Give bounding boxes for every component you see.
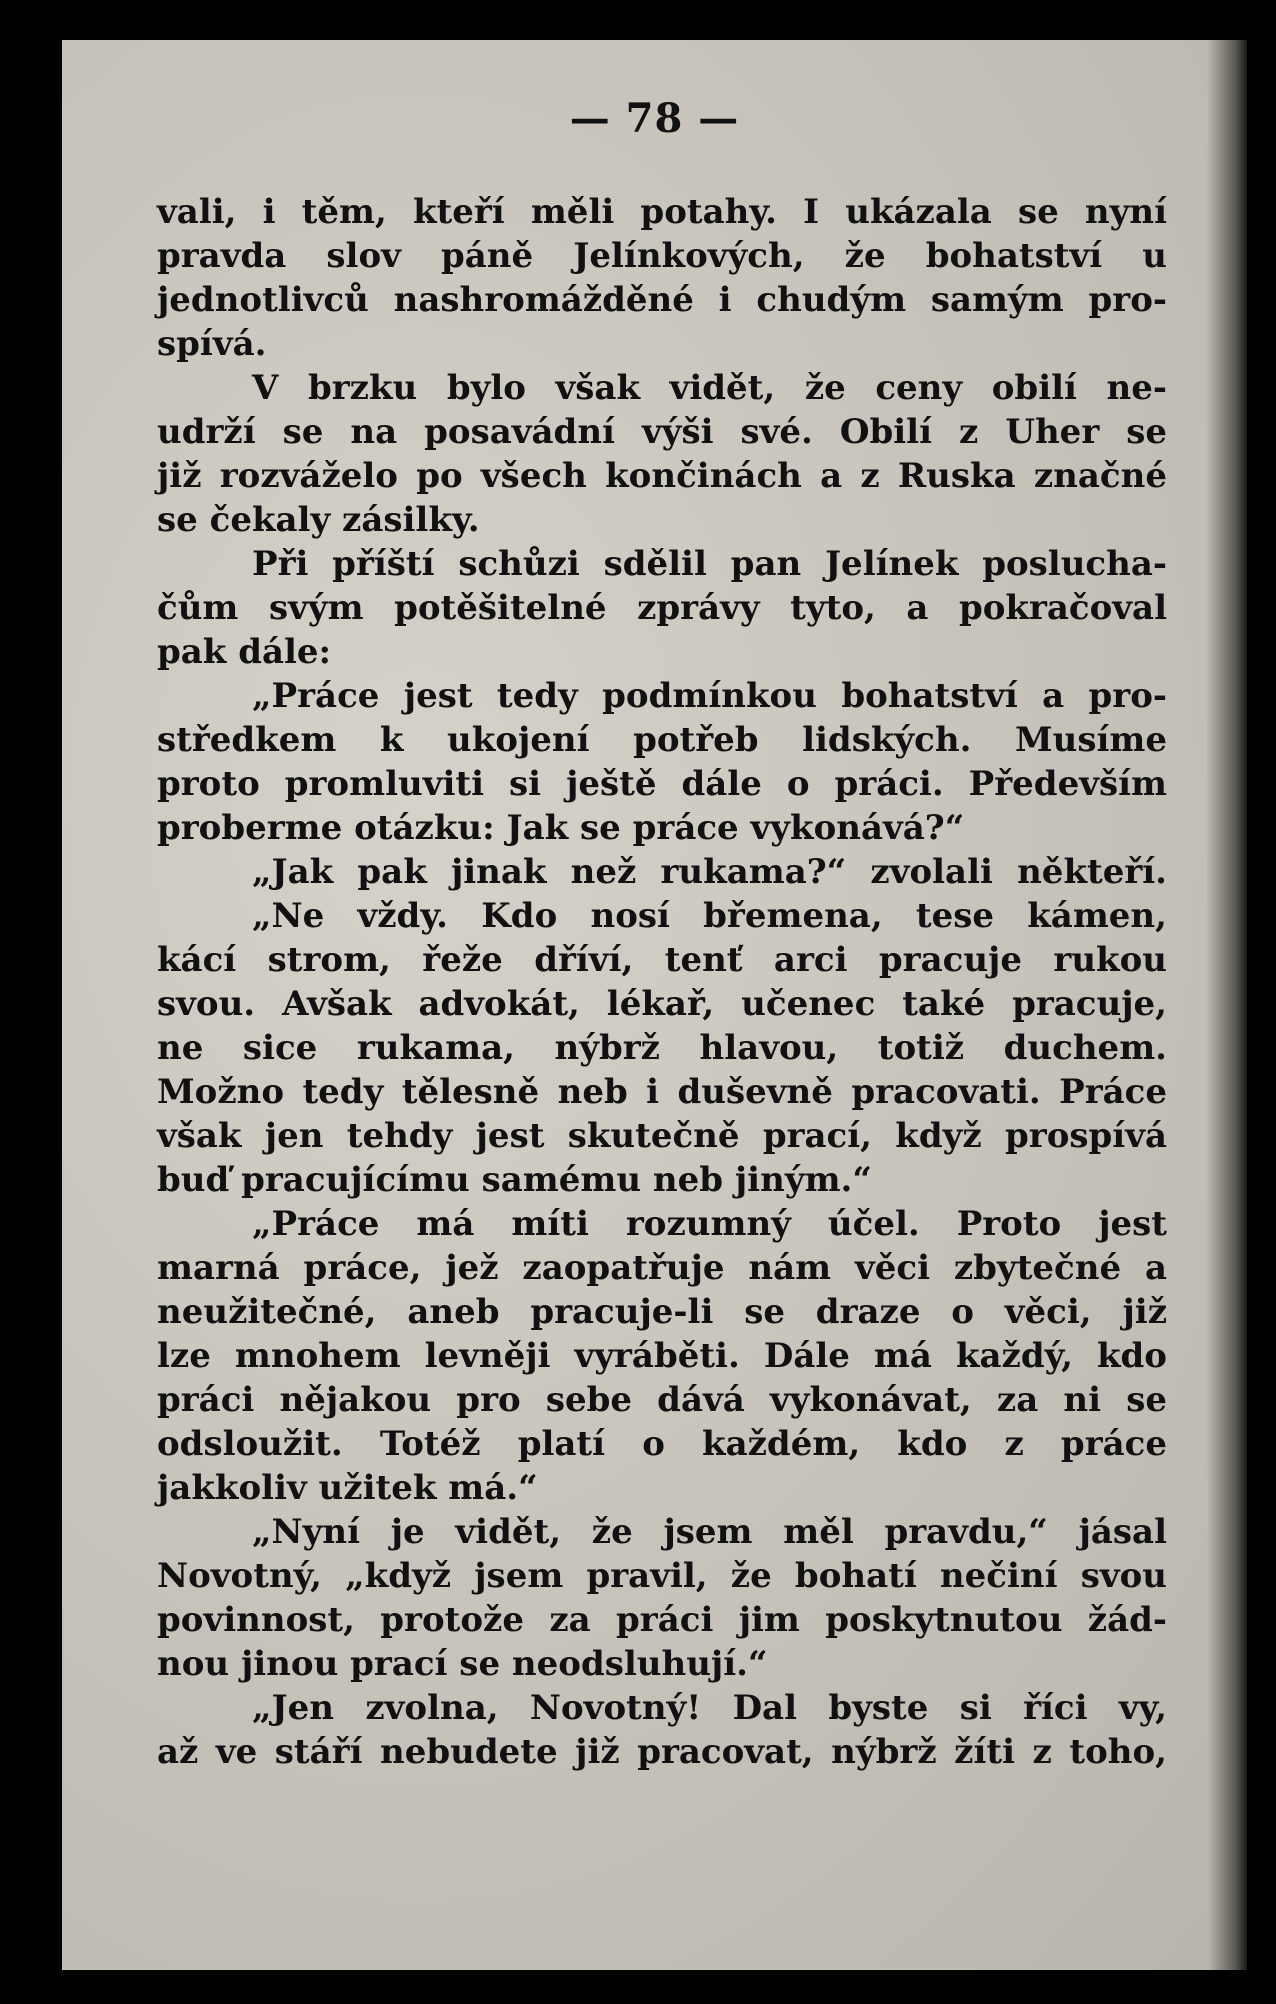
text-line: udrží se na posavádní výši své. Obilí z Uher se [157, 412, 1167, 452]
text-line: Při příští schůzi sdělil pan Jelínek poslucha- [252, 544, 1167, 584]
body-text [157, 190, 1167, 1774]
text-line: Možno tedy tělesně neb i duševně pracovati. Práce [157, 1072, 1167, 1112]
text-line: práci nějakou pro sebe dává vykonávat, za ni se [157, 1380, 1167, 1420]
text-line: povinnost, protože za práci jim poskytnutou žád- [157, 1600, 1167, 1640]
text-line: pravda slov páně Jelínkových, že bohatství u [157, 236, 1167, 276]
text-line: jakkoliv užitek má.“ [157, 1468, 538, 1508]
text-line: vali, i těm, kteří měli potahy. I ukázala se nyní [157, 192, 1167, 232]
text-line: se čekaly zásilky. [157, 500, 480, 540]
page-spine-shadow [1207, 40, 1247, 1970]
text-line: buď pracujícímu samému neb jiným.“ [157, 1160, 872, 1200]
text-line: kácí strom, řeže dříví, tenť arci pracuje rukou [157, 940, 1167, 980]
text-line: „Jen zvolna, Novotný! Dal byste si říci vy, [252, 1688, 1167, 1728]
book-page [62, 40, 1247, 1970]
text-line: „Ne vždy. Kdo nosí břemena, tese kámen, [252, 896, 1167, 936]
text-line: spívá. [157, 324, 267, 364]
page-number: — 78 — [569, 95, 740, 142]
text-line: Novotný, „když jsem pravil, že bohatí nečiní svou [157, 1556, 1167, 1596]
text-line: jednotlivců nashromážděné i chudým samým pro- [157, 280, 1167, 320]
text-line: již rozváželo po všech končinách a z Ruska značné [157, 456, 1167, 496]
text-line: marná práce, jež zaopatřuje nám věci zbytečné a [157, 1248, 1167, 1288]
text-line: středkem k ukojení potřeb lidských. Musíme [157, 720, 1167, 760]
text-line: proto promluviti si ještě dále o práci. Především [157, 764, 1167, 804]
text-line: lze mnohem levněji vyráběti. Dále má každý, kdo [157, 1336, 1167, 1376]
text-line: však jen tehdy jest skutečně prací, když prospívá [157, 1116, 1167, 1156]
text-line: proberme otázku: Jak se práce vykonává?“ [157, 808, 965, 848]
text-line: „Jak pak jinak než rukama?“ zvolali někteří. [252, 852, 1167, 892]
text-line: až ve stáří nebudete již pracovat, nýbrž žíti z toho, [157, 1732, 1167, 1772]
text-line: nou jinou prací se neodsluhují.“ [157, 1644, 768, 1684]
text-line: čům svým potěšitelné zprávy tyto, a pokračoval [157, 588, 1167, 628]
text-line: V brzku bylo však vidět, že ceny obilí ne- [252, 368, 1167, 408]
text-line: „Práce jest tedy podmínkou bohatství a pro- [252, 676, 1167, 716]
text-line: odsloužit. Totéž platí o každém, kdo z práce [157, 1424, 1167, 1464]
text-line: ne sice rukama, nýbrž hlavou, totiž duchem. [157, 1028, 1167, 1068]
text-line: pak dále: [157, 632, 332, 672]
text-line: neužitečné, aneb pracuje-li se draze o věci, již [157, 1292, 1167, 1332]
text-line: svou. Avšak advokát, lékař, učenec také pracuje, [157, 984, 1167, 1024]
text-line: „Nyní je vidět, že jsem měl pravdu,“ jásal [252, 1512, 1167, 1552]
text-line: „Práce má míti rozumný účel. Proto jest [252, 1204, 1167, 1244]
